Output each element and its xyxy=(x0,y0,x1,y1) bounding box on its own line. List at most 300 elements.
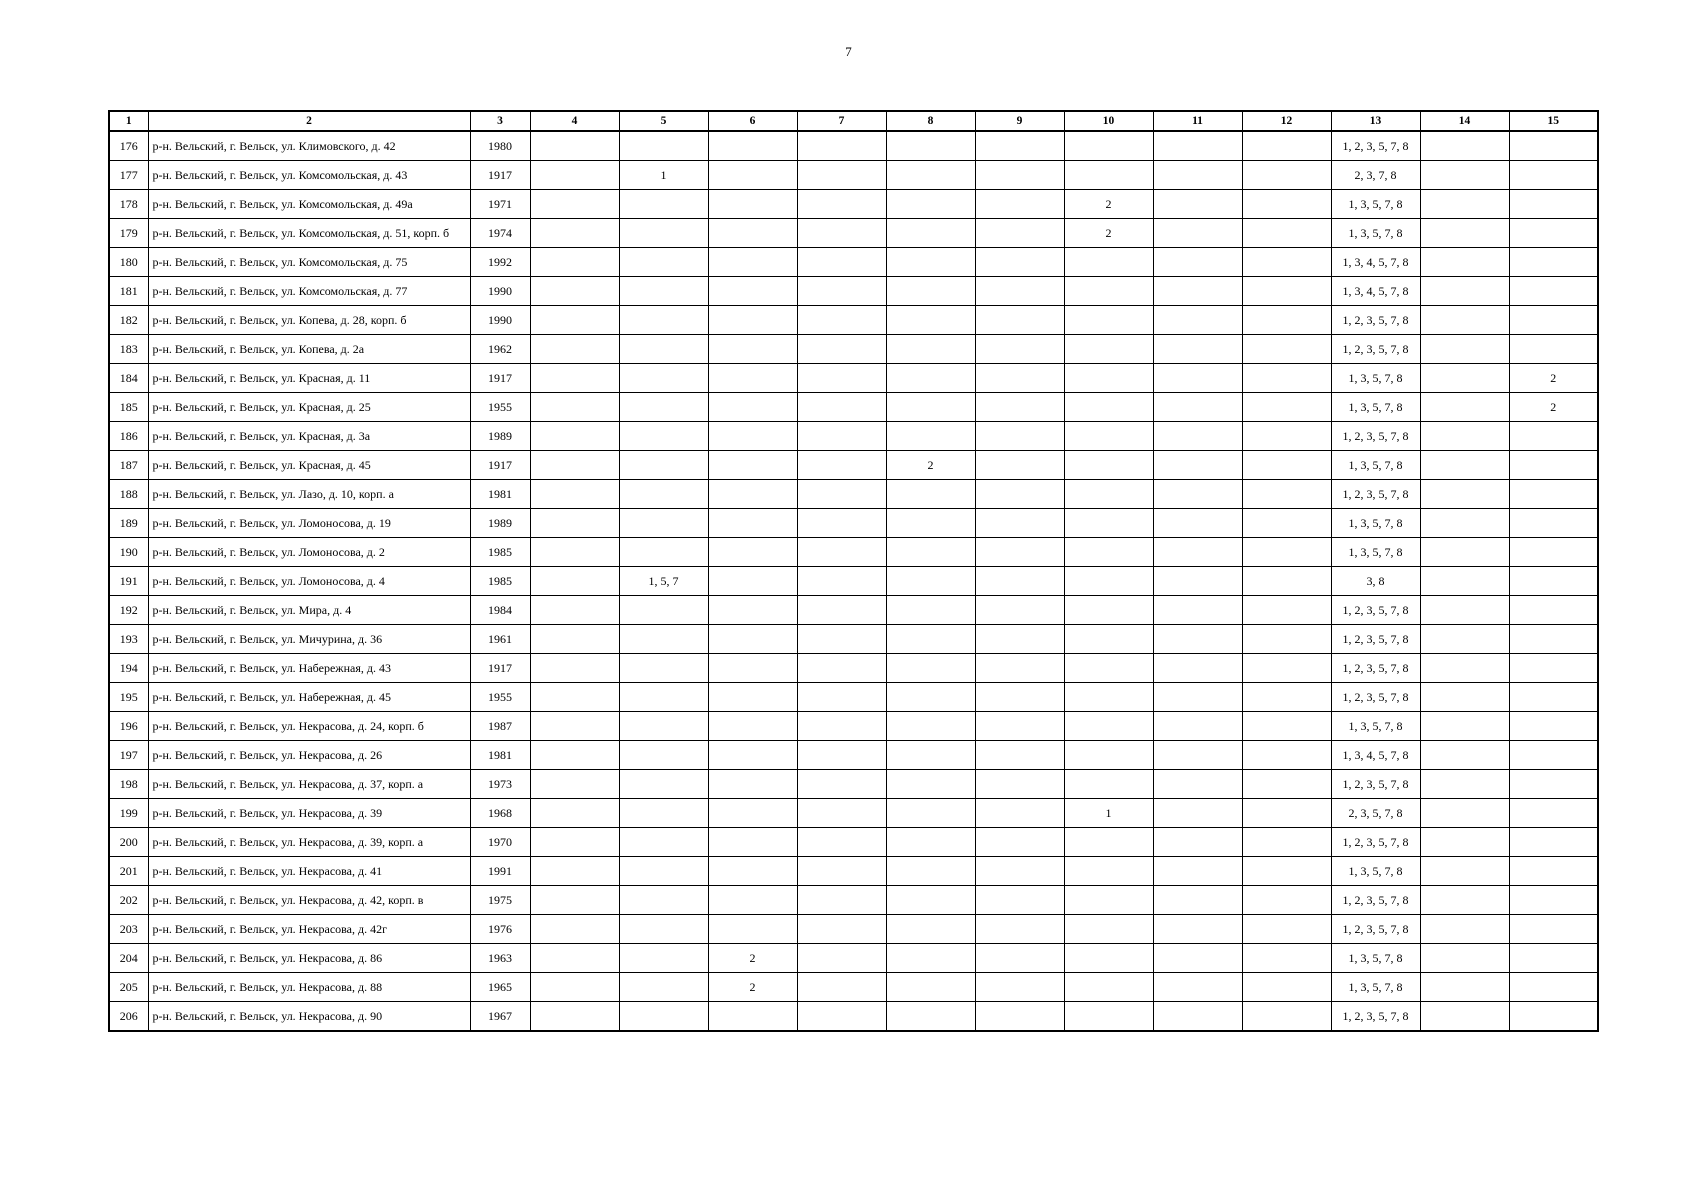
column-14-cell xyxy=(1420,538,1509,567)
column-4-cell xyxy=(530,161,619,190)
year-cell: 1990 xyxy=(470,277,530,306)
column-14-cell xyxy=(1420,422,1509,451)
column-header-10: 10 xyxy=(1064,111,1153,131)
column-6-cell xyxy=(708,538,797,567)
column-11-cell xyxy=(1153,886,1242,915)
column-11-cell xyxy=(1153,915,1242,944)
row-number-cell: 182 xyxy=(109,306,148,335)
column-13-cell: 1, 3, 4, 5, 7, 8 xyxy=(1331,248,1420,277)
column-14-cell xyxy=(1420,886,1509,915)
column-14-cell xyxy=(1420,567,1509,596)
column-8-cell xyxy=(886,741,975,770)
address-cell: р-н. Вельский, г. Вельск, ул. Комсомольская, д. 43 xyxy=(148,161,470,190)
column-11-cell xyxy=(1153,944,1242,973)
column-15-cell xyxy=(1509,741,1598,770)
row-number-cell: 189 xyxy=(109,509,148,538)
table-row xyxy=(109,886,1598,915)
column-12-cell xyxy=(1242,364,1331,393)
column-13-cell: 1, 2, 3, 5, 7, 8 xyxy=(1331,625,1420,654)
column-7-cell xyxy=(797,364,886,393)
column-6-cell xyxy=(708,451,797,480)
table-row xyxy=(109,654,1598,683)
column-header-1: 1 xyxy=(109,111,148,131)
column-13-cell: 1, 3, 5, 7, 8 xyxy=(1331,451,1420,480)
column-9-cell xyxy=(975,625,1064,654)
column-15-cell: 2 xyxy=(1509,393,1598,422)
column-12-cell xyxy=(1242,219,1331,248)
column-13-cell: 1, 3, 5, 7, 8 xyxy=(1331,509,1420,538)
year-cell: 1976 xyxy=(470,915,530,944)
row-number-cell: 176 xyxy=(109,131,148,161)
column-6-cell xyxy=(708,248,797,277)
column-15-cell xyxy=(1509,625,1598,654)
column-10-cell: 2 xyxy=(1064,190,1153,219)
column-12-cell xyxy=(1242,480,1331,509)
column-4-cell xyxy=(530,393,619,422)
address-cell: р-н. Вельский, г. Вельск, ул. Лазо, д. 10, корп. а xyxy=(148,480,470,509)
column-13-cell: 1, 2, 3, 5, 7, 8 xyxy=(1331,915,1420,944)
column-13-cell: 1, 2, 3, 5, 7, 8 xyxy=(1331,886,1420,915)
column-4-cell xyxy=(530,712,619,741)
column-5-cell xyxy=(619,393,708,422)
column-7-cell xyxy=(797,131,886,161)
address-cell: р-н. Вельский, г. Вельск, ул. Некрасова, д. 42, корп. в xyxy=(148,886,470,915)
column-header-9: 9 xyxy=(975,111,1064,131)
address-cell: р-н. Вельский, г. Вельск, ул. Мичурина, д. 36 xyxy=(148,625,470,654)
table-row xyxy=(109,799,1598,828)
column-8-cell xyxy=(886,799,975,828)
column-5-cell: 1, 5, 7 xyxy=(619,567,708,596)
column-header-12: 12 xyxy=(1242,111,1331,131)
column-13-cell: 1, 3, 5, 7, 8 xyxy=(1331,712,1420,741)
column-14-cell xyxy=(1420,161,1509,190)
column-11-cell xyxy=(1153,683,1242,712)
year-cell: 1984 xyxy=(470,596,530,625)
column-11-cell xyxy=(1153,219,1242,248)
year-cell: 1980 xyxy=(470,131,530,161)
column-9-cell xyxy=(975,219,1064,248)
column-13-cell: 1, 2, 3, 5, 7, 8 xyxy=(1331,1002,1420,1032)
row-number-cell: 195 xyxy=(109,683,148,712)
column-10-cell xyxy=(1064,1002,1153,1032)
column-5-cell xyxy=(619,973,708,1002)
column-11-cell xyxy=(1153,335,1242,364)
column-9-cell xyxy=(975,335,1064,364)
column-12-cell xyxy=(1242,944,1331,973)
column-6-cell xyxy=(708,828,797,857)
year-cell: 1975 xyxy=(470,886,530,915)
column-12-cell xyxy=(1242,770,1331,799)
column-14-cell xyxy=(1420,596,1509,625)
column-6-cell xyxy=(708,190,797,219)
year-cell: 1917 xyxy=(470,451,530,480)
column-header-6: 6 xyxy=(708,111,797,131)
column-14-cell xyxy=(1420,480,1509,509)
column-6-cell xyxy=(708,161,797,190)
column-11-cell xyxy=(1153,770,1242,799)
column-10-cell xyxy=(1064,770,1153,799)
column-11-cell xyxy=(1153,712,1242,741)
column-12-cell xyxy=(1242,625,1331,654)
column-14-cell xyxy=(1420,973,1509,1002)
year-cell: 1992 xyxy=(470,248,530,277)
column-4-cell xyxy=(530,625,619,654)
column-13-cell: 1, 2, 3, 5, 7, 8 xyxy=(1331,683,1420,712)
column-13-cell: 1, 2, 3, 5, 7, 8 xyxy=(1331,828,1420,857)
table-row xyxy=(109,335,1598,364)
table-row xyxy=(109,248,1598,277)
column-12-cell xyxy=(1242,799,1331,828)
column-4-cell xyxy=(530,973,619,1002)
column-14-cell xyxy=(1420,625,1509,654)
column-header-5: 5 xyxy=(619,111,708,131)
column-15-cell xyxy=(1509,567,1598,596)
column-4-cell xyxy=(530,770,619,799)
row-number-cell: 178 xyxy=(109,190,148,219)
row-number-cell: 205 xyxy=(109,973,148,1002)
column-5-cell xyxy=(619,451,708,480)
address-cell: р-н. Вельский, г. Вельск, ул. Красная, д. 11 xyxy=(148,364,470,393)
year-cell: 1955 xyxy=(470,393,530,422)
table-row xyxy=(109,219,1598,248)
row-number-cell: 204 xyxy=(109,944,148,973)
column-7-cell xyxy=(797,828,886,857)
column-5-cell xyxy=(619,422,708,451)
column-8-cell xyxy=(886,161,975,190)
column-7-cell xyxy=(797,654,886,683)
row-number-cell: 201 xyxy=(109,857,148,886)
column-7-cell xyxy=(797,306,886,335)
column-9-cell xyxy=(975,538,1064,567)
column-12-cell xyxy=(1242,973,1331,1002)
column-7-cell xyxy=(797,625,886,654)
column-10-cell xyxy=(1064,538,1153,567)
address-cell: р-н. Вельский, г. Вельск, ул. Некрасова, д. 39, корп. а xyxy=(148,828,470,857)
table-row xyxy=(109,712,1598,741)
column-9-cell xyxy=(975,944,1064,973)
column-6-cell xyxy=(708,596,797,625)
year-cell: 1962 xyxy=(470,335,530,364)
column-13-cell: 1, 2, 3, 5, 7, 8 xyxy=(1331,422,1420,451)
column-15-cell xyxy=(1509,161,1598,190)
column-4-cell xyxy=(530,248,619,277)
table-row xyxy=(109,1002,1598,1032)
column-15-cell xyxy=(1509,335,1598,364)
column-8-cell xyxy=(886,335,975,364)
row-number-cell: 200 xyxy=(109,828,148,857)
year-cell: 1955 xyxy=(470,683,530,712)
column-12-cell xyxy=(1242,596,1331,625)
column-12-cell xyxy=(1242,190,1331,219)
column-6-cell xyxy=(708,654,797,683)
column-9-cell xyxy=(975,973,1064,1002)
column-14-cell xyxy=(1420,944,1509,973)
column-6-cell xyxy=(708,857,797,886)
address-cell: р-н. Вельский, г. Вельск, ул. Комсомольская, д. 75 xyxy=(148,248,470,277)
table-row xyxy=(109,567,1598,596)
column-14-cell xyxy=(1420,741,1509,770)
column-13-cell: 1, 3, 5, 7, 8 xyxy=(1331,219,1420,248)
column-9-cell xyxy=(975,857,1064,886)
column-12-cell xyxy=(1242,567,1331,596)
column-6-cell xyxy=(708,219,797,248)
column-13-cell: 1, 3, 5, 7, 8 xyxy=(1331,857,1420,886)
column-4-cell xyxy=(530,509,619,538)
table-row xyxy=(109,915,1598,944)
column-11-cell xyxy=(1153,741,1242,770)
column-13-cell: 1, 2, 3, 5, 7, 8 xyxy=(1331,131,1420,161)
column-4-cell xyxy=(530,567,619,596)
column-15-cell xyxy=(1509,451,1598,480)
column-4-cell xyxy=(530,277,619,306)
column-8-cell xyxy=(886,277,975,306)
column-9-cell xyxy=(975,306,1064,335)
column-6-cell xyxy=(708,509,797,538)
column-15-cell xyxy=(1509,799,1598,828)
row-number-cell: 192 xyxy=(109,596,148,625)
address-cell: р-н. Вельский, г. Вельск, ул. Копева, д. 28, корп. б xyxy=(148,306,470,335)
column-12-cell xyxy=(1242,248,1331,277)
column-10-cell xyxy=(1064,973,1153,1002)
column-14-cell xyxy=(1420,219,1509,248)
column-13-cell: 2, 3, 7, 8 xyxy=(1331,161,1420,190)
column-10-cell xyxy=(1064,161,1153,190)
column-5-cell xyxy=(619,770,708,799)
column-6-cell xyxy=(708,799,797,828)
column-7-cell xyxy=(797,596,886,625)
column-5-cell xyxy=(619,248,708,277)
column-5-cell xyxy=(619,190,708,219)
column-9-cell xyxy=(975,190,1064,219)
column-10-cell: 1 xyxy=(1064,799,1153,828)
column-9-cell xyxy=(975,131,1064,161)
column-4-cell xyxy=(530,190,619,219)
column-8-cell xyxy=(886,538,975,567)
column-15-cell xyxy=(1509,306,1598,335)
page-number: 7 xyxy=(845,44,852,59)
column-15-cell xyxy=(1509,422,1598,451)
column-14-cell xyxy=(1420,799,1509,828)
year-cell: 1973 xyxy=(470,770,530,799)
column-6-cell xyxy=(708,1002,797,1032)
column-12-cell xyxy=(1242,161,1331,190)
column-4-cell xyxy=(530,857,619,886)
column-7-cell xyxy=(797,480,886,509)
year-cell: 1917 xyxy=(470,161,530,190)
row-number-cell: 191 xyxy=(109,567,148,596)
column-7-cell xyxy=(797,915,886,944)
column-7-cell xyxy=(797,712,886,741)
column-14-cell xyxy=(1420,335,1509,364)
column-10-cell xyxy=(1064,741,1153,770)
column-14-cell xyxy=(1420,364,1509,393)
column-6-cell xyxy=(708,306,797,335)
column-5-cell xyxy=(619,712,708,741)
column-5-cell xyxy=(619,596,708,625)
table-row xyxy=(109,480,1598,509)
column-8-cell xyxy=(886,190,975,219)
column-15-cell xyxy=(1509,915,1598,944)
address-cell: р-н. Вельский, г. Вельск, ул. Некрасова, д. 41 xyxy=(148,857,470,886)
column-10-cell xyxy=(1064,625,1153,654)
column-12-cell xyxy=(1242,857,1331,886)
address-cell: р-н. Вельский, г. Вельск, ул. Комсомольская, д. 77 xyxy=(148,277,470,306)
column-15-cell xyxy=(1509,857,1598,886)
year-cell: 1981 xyxy=(470,741,530,770)
column-10-cell xyxy=(1064,567,1153,596)
table-row xyxy=(109,973,1598,1002)
address-cell: р-н. Вельский, г. Вельск, ул. Набережная, д. 45 xyxy=(148,683,470,712)
column-7-cell xyxy=(797,451,886,480)
column-5-cell xyxy=(619,741,708,770)
header-row xyxy=(109,111,1598,131)
column-5-cell xyxy=(619,828,708,857)
column-7-cell xyxy=(797,973,886,1002)
year-cell: 1967 xyxy=(470,1002,530,1032)
column-14-cell xyxy=(1420,190,1509,219)
column-6-cell: 2 xyxy=(708,944,797,973)
table-row xyxy=(109,625,1598,654)
table-row xyxy=(109,364,1598,393)
row-number-cell: 198 xyxy=(109,770,148,799)
column-header-3: 3 xyxy=(470,111,530,131)
column-9-cell xyxy=(975,480,1064,509)
column-6-cell xyxy=(708,915,797,944)
column-9-cell xyxy=(975,451,1064,480)
column-5-cell xyxy=(619,799,708,828)
column-5-cell xyxy=(619,857,708,886)
table-row xyxy=(109,451,1598,480)
row-number-cell: 177 xyxy=(109,161,148,190)
year-cell: 1987 xyxy=(470,712,530,741)
column-11-cell xyxy=(1153,306,1242,335)
column-7-cell xyxy=(797,944,886,973)
column-11-cell xyxy=(1153,828,1242,857)
column-8-cell xyxy=(886,712,975,741)
column-8-cell xyxy=(886,567,975,596)
column-10-cell: 2 xyxy=(1064,219,1153,248)
table-row xyxy=(109,277,1598,306)
column-11-cell xyxy=(1153,422,1242,451)
column-7-cell xyxy=(797,190,886,219)
column-9-cell xyxy=(975,915,1064,944)
column-4-cell xyxy=(530,828,619,857)
column-7-cell xyxy=(797,422,886,451)
column-11-cell xyxy=(1153,161,1242,190)
column-15-cell xyxy=(1509,190,1598,219)
year-cell: 1981 xyxy=(470,480,530,509)
column-10-cell xyxy=(1064,654,1153,683)
column-15-cell xyxy=(1509,828,1598,857)
column-11-cell xyxy=(1153,1002,1242,1032)
table-row xyxy=(109,683,1598,712)
column-10-cell xyxy=(1064,248,1153,277)
column-9-cell xyxy=(975,1002,1064,1032)
column-15-cell xyxy=(1509,1002,1598,1032)
column-13-cell: 1, 2, 3, 5, 7, 8 xyxy=(1331,335,1420,364)
column-14-cell xyxy=(1420,509,1509,538)
column-header-13: 13 xyxy=(1331,111,1420,131)
column-8-cell xyxy=(886,364,975,393)
column-9-cell xyxy=(975,712,1064,741)
column-9-cell xyxy=(975,828,1064,857)
address-cell: р-н. Вельский, г. Вельск, ул. Мира, д. 4 xyxy=(148,596,470,625)
column-13-cell: 1, 2, 3, 5, 7, 8 xyxy=(1331,596,1420,625)
column-6-cell xyxy=(708,741,797,770)
column-12-cell xyxy=(1242,915,1331,944)
column-14-cell xyxy=(1420,654,1509,683)
column-9-cell xyxy=(975,509,1064,538)
column-9-cell xyxy=(975,799,1064,828)
column-15-cell xyxy=(1509,683,1598,712)
column-11-cell xyxy=(1153,480,1242,509)
table-row xyxy=(109,770,1598,799)
row-number-cell: 181 xyxy=(109,277,148,306)
column-5-cell xyxy=(619,538,708,567)
column-15-cell xyxy=(1509,770,1598,799)
year-cell: 1985 xyxy=(470,538,530,567)
column-14-cell xyxy=(1420,770,1509,799)
address-cell: р-н. Вельский, г. Вельск, ул. Климовского, д. 42 xyxy=(148,131,470,161)
column-6-cell xyxy=(708,567,797,596)
column-9-cell xyxy=(975,567,1064,596)
column-header-11: 11 xyxy=(1153,111,1242,131)
column-15-cell xyxy=(1509,944,1598,973)
column-7-cell xyxy=(797,335,886,364)
column-11-cell xyxy=(1153,538,1242,567)
address-cell: р-н. Вельский, г. Вельск, ул. Комсомольская, д. 51, корп. б xyxy=(148,219,470,248)
column-10-cell xyxy=(1064,131,1153,161)
column-header-4: 4 xyxy=(530,111,619,131)
column-8-cell xyxy=(886,857,975,886)
column-11-cell xyxy=(1153,451,1242,480)
column-8-cell xyxy=(886,1002,975,1032)
column-4-cell xyxy=(530,683,619,712)
row-number-cell: 184 xyxy=(109,364,148,393)
column-12-cell xyxy=(1242,509,1331,538)
row-number-cell: 185 xyxy=(109,393,148,422)
column-7-cell xyxy=(797,538,886,567)
column-6-cell: 2 xyxy=(708,973,797,1002)
column-7-cell xyxy=(797,567,886,596)
column-4-cell xyxy=(530,335,619,364)
column-15-cell xyxy=(1509,219,1598,248)
row-number-cell: 203 xyxy=(109,915,148,944)
column-4-cell xyxy=(530,799,619,828)
column-13-cell: 1, 3, 5, 7, 8 xyxy=(1331,973,1420,1002)
address-cell: р-н. Вельский, г. Вельск, ул. Некрасова, д. 26 xyxy=(148,741,470,770)
column-7-cell xyxy=(797,799,886,828)
row-number-cell: 179 xyxy=(109,219,148,248)
column-14-cell xyxy=(1420,1002,1509,1032)
column-14-cell xyxy=(1420,712,1509,741)
column-14-cell xyxy=(1420,828,1509,857)
column-15-cell xyxy=(1509,712,1598,741)
column-14-cell xyxy=(1420,915,1509,944)
year-cell: 1989 xyxy=(470,509,530,538)
column-5-cell xyxy=(619,915,708,944)
column-14-cell xyxy=(1420,306,1509,335)
column-13-cell: 1, 3, 5, 7, 8 xyxy=(1331,944,1420,973)
column-14-cell xyxy=(1420,857,1509,886)
column-5-cell xyxy=(619,625,708,654)
column-12-cell xyxy=(1242,538,1331,567)
column-7-cell xyxy=(797,277,886,306)
address-cell: р-н. Вельский, г. Вельск, ул. Ломоносова, д. 4 xyxy=(148,567,470,596)
table-row xyxy=(109,161,1598,190)
column-9-cell xyxy=(975,596,1064,625)
column-15-cell xyxy=(1509,973,1598,1002)
